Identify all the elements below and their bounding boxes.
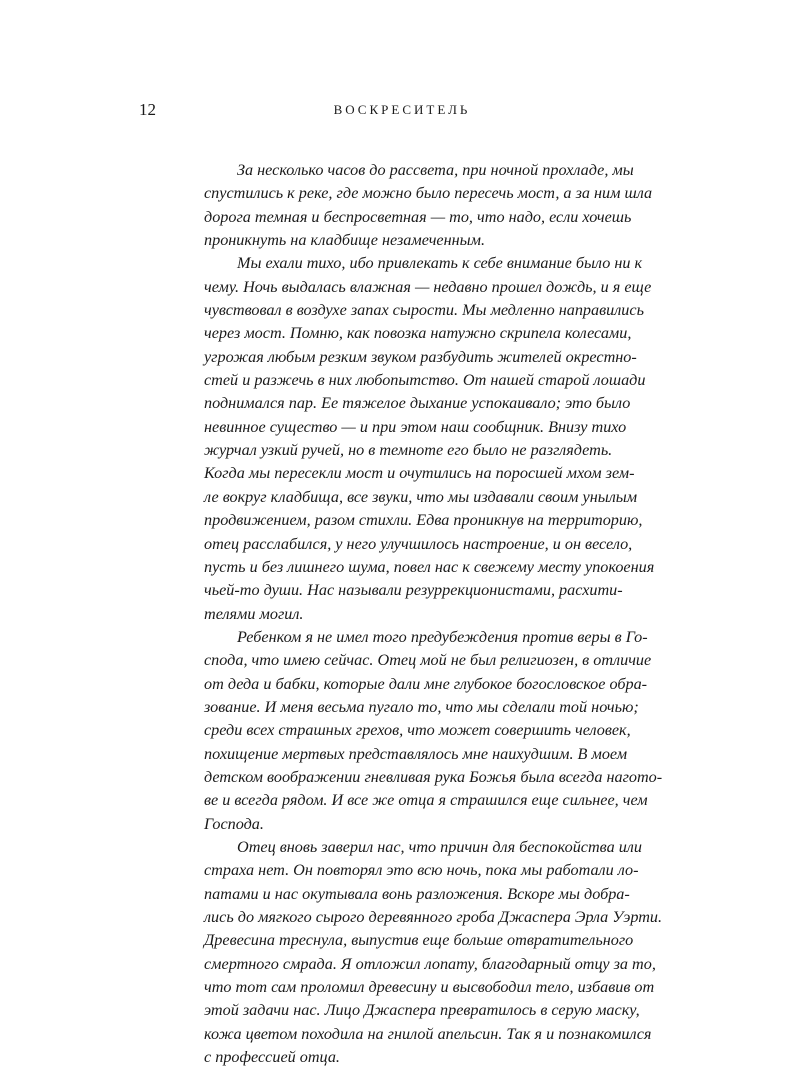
text-line: Когда мы пересекли мост и очутились на поросшей мхом зем- bbox=[204, 464, 635, 483]
text-line: дорога темная и беспросветная — то, что надо, если хочешь bbox=[204, 207, 632, 226]
page-number: 12 bbox=[139, 100, 156, 119]
text-line: чьей-то души. Нас называли резуррекционистами, расхити- bbox=[204, 581, 623, 600]
text-line: среди всех страшных грехов, что может совершить человек, bbox=[204, 721, 631, 740]
text-line: угрожая любым резким звуком разбудить жителей окрестно- bbox=[204, 347, 637, 366]
text-line: Отец вновь заверил нас, что причин для беспокойства или bbox=[237, 837, 642, 856]
text-line: чувствовал в воздухе запах сырости. Мы медленно направились bbox=[204, 301, 644, 320]
text-line: поднимался пар. Ее тяжелое дыхание успокаивало; это было bbox=[204, 394, 631, 413]
running-title: ВОСКРЕСИТЕЛЬ bbox=[333, 102, 471, 117]
text-line: спода, что имею сейчас. Отец мой не был религиозен, в отличие bbox=[204, 651, 652, 670]
text-line: страха нет. Он повторял это всю ночь, пока мы работали ло- bbox=[204, 861, 639, 880]
text-line: смертного смрада. Я отложил лопату, благодарный отцу за то, bbox=[204, 954, 656, 973]
text-line: продвижением, разом стихли. Едва проникнув на территорию, bbox=[204, 511, 643, 530]
body-text bbox=[204, 159, 663, 1069]
text-line: что тот сам проломил древесину и высвободил тело, избавив от bbox=[204, 978, 655, 997]
text-line: лись до мягкого сырого деревянного гроба Джаспера Эрла Уэрти. bbox=[204, 908, 663, 926]
text-line: через мост. Помню, как повозка натужно скрипела колесами, bbox=[204, 324, 632, 343]
text-line: зование. И меня весьма пугало то, что мы сделали той ночью; bbox=[204, 697, 639, 716]
text-line: патами и нас окутывала вонь разложения. Вскоре мы добра- bbox=[204, 884, 630, 903]
text-line: журчал узкий ручей, но в темноте его было не разглядеть. bbox=[204, 441, 613, 460]
paragraph bbox=[204, 252, 655, 626]
text-line: Древесина треснула, выпустив еще больше отвратительного bbox=[204, 931, 634, 950]
text-line: проникнуть на кладбище незамеченным. bbox=[204, 231, 486, 250]
text-line: от деда и бабки, которые дали мне глубокое богословское обра- bbox=[204, 674, 648, 693]
text-line: похищение мертвых представлялось мне наихудшим. В моем bbox=[204, 744, 628, 763]
paragraph bbox=[204, 626, 663, 836]
text-line: стей и разжечь в них любопытство. От нашей старой лошади bbox=[204, 371, 646, 390]
text-line: чему. Ночь выдалась влажная — недавно прошел дождь, и я еще bbox=[204, 277, 652, 296]
text-line: Ребенком я не имел того предубеждения против веры в Го- bbox=[237, 627, 648, 646]
text-line: Господа. bbox=[204, 814, 264, 833]
text-line: с профессией отца. bbox=[204, 1048, 340, 1067]
text-line: детском воображении гневливая рука Божья была всегда нагото- bbox=[204, 767, 663, 786]
paragraph bbox=[204, 159, 653, 252]
text-line: телями могил. bbox=[204, 604, 304, 623]
text-line: отец расслабился, у него улучшилось настроение, и он весело, bbox=[204, 534, 633, 553]
text-line: кожа цветом походила на гнилой апельсин. Так я и познакомился bbox=[204, 1024, 652, 1043]
text-line: ле вокруг кладбища, все звуки, что мы издавали своим унылым bbox=[204, 487, 638, 506]
text-line: пусть и без лишнего шума, повел нас к свежему месту упокоения bbox=[204, 557, 655, 576]
text-line: этой задачи нас. Лицо Джаспера превратилось в серую маску, bbox=[204, 1001, 640, 1020]
text-line: Мы ехали тихо, ибо привлекать к себе внимание было ни к bbox=[237, 254, 643, 273]
text-line: спустились к реке, где можно было пересечь мост, а за ним шла bbox=[204, 184, 653, 203]
text-line: невинное существо — и при этом наш сообщник. Внизу тихо bbox=[204, 417, 627, 436]
paragraph bbox=[204, 836, 663, 1069]
text-line: За несколько часов до рассвета, при ночной прохладе, мы bbox=[237, 161, 634, 179]
text-line: ве и всегда рядом. И все же отца я страшился еще сильнее, чем bbox=[204, 791, 648, 810]
